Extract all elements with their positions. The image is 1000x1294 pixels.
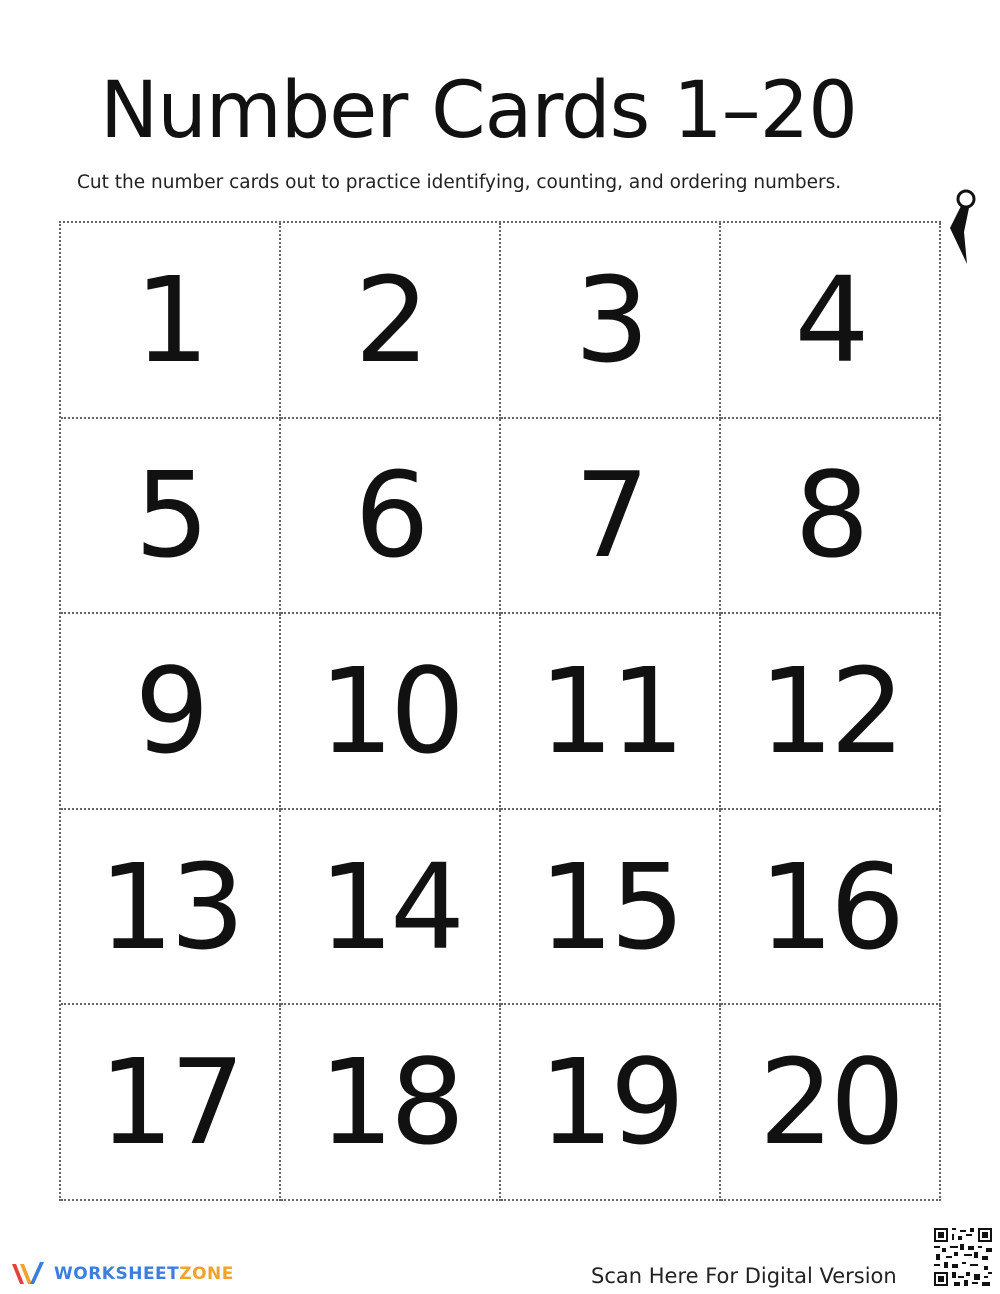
card-number: 15 bbox=[538, 837, 682, 976]
number-card[interactable] bbox=[61, 810, 281, 1006]
card-number: 12 bbox=[758, 641, 902, 780]
card-number: 20 bbox=[758, 1033, 902, 1172]
number-card-grid bbox=[59, 221, 941, 1201]
card-number: 3 bbox=[574, 250, 646, 389]
card-number: 11 bbox=[538, 641, 682, 780]
card-number: 10 bbox=[318, 641, 462, 780]
number-card[interactable] bbox=[721, 419, 941, 615]
card-number: 8 bbox=[794, 446, 866, 585]
card-number: 14 bbox=[318, 837, 462, 976]
instructions-text: Cut the number cards out to practice identifying, counting, and ordering numbers. bbox=[77, 172, 842, 193]
logo-text: WORKSHEETZONE bbox=[54, 1264, 234, 1284]
card-number: 13 bbox=[98, 837, 242, 976]
number-card[interactable] bbox=[501, 419, 721, 615]
number-card[interactable] bbox=[61, 1005, 281, 1201]
number-card[interactable] bbox=[721, 223, 941, 419]
number-card[interactable] bbox=[281, 1005, 501, 1201]
scan-instruction: Scan Here For Digital Version bbox=[591, 1264, 897, 1288]
number-card[interactable] bbox=[281, 810, 501, 1006]
card-number: 7 bbox=[574, 446, 646, 585]
number-card[interactable] bbox=[281, 223, 501, 419]
card-number: 5 bbox=[134, 446, 206, 585]
card-number: 19 bbox=[538, 1033, 682, 1172]
card-number: 18 bbox=[318, 1033, 462, 1172]
card-number: 16 bbox=[758, 837, 902, 976]
logo-mark-icon bbox=[10, 1260, 48, 1288]
number-card[interactable] bbox=[501, 223, 721, 419]
number-card[interactable] bbox=[501, 810, 721, 1006]
card-number: 17 bbox=[98, 1033, 242, 1172]
card-number: 1 bbox=[134, 250, 206, 389]
page-title: Number Cards 1–20 bbox=[100, 66, 857, 156]
number-card[interactable] bbox=[721, 1005, 941, 1201]
worksheetzone-logo[interactable] bbox=[10, 1260, 234, 1288]
card-number: 2 bbox=[354, 250, 426, 389]
scissors-icon bbox=[942, 186, 982, 266]
qr-code[interactable] bbox=[932, 1226, 994, 1288]
number-card[interactable] bbox=[61, 614, 281, 810]
number-card[interactable] bbox=[501, 1005, 721, 1201]
card-number: 4 bbox=[794, 250, 866, 389]
number-card[interactable] bbox=[501, 614, 721, 810]
card-number: 9 bbox=[134, 641, 206, 780]
number-card[interactable] bbox=[281, 419, 501, 615]
number-card[interactable] bbox=[61, 419, 281, 615]
card-number: 6 bbox=[354, 446, 426, 585]
number-card[interactable] bbox=[721, 810, 941, 1006]
number-card[interactable] bbox=[61, 223, 281, 419]
number-card[interactable] bbox=[281, 614, 501, 810]
number-card[interactable] bbox=[721, 614, 941, 810]
